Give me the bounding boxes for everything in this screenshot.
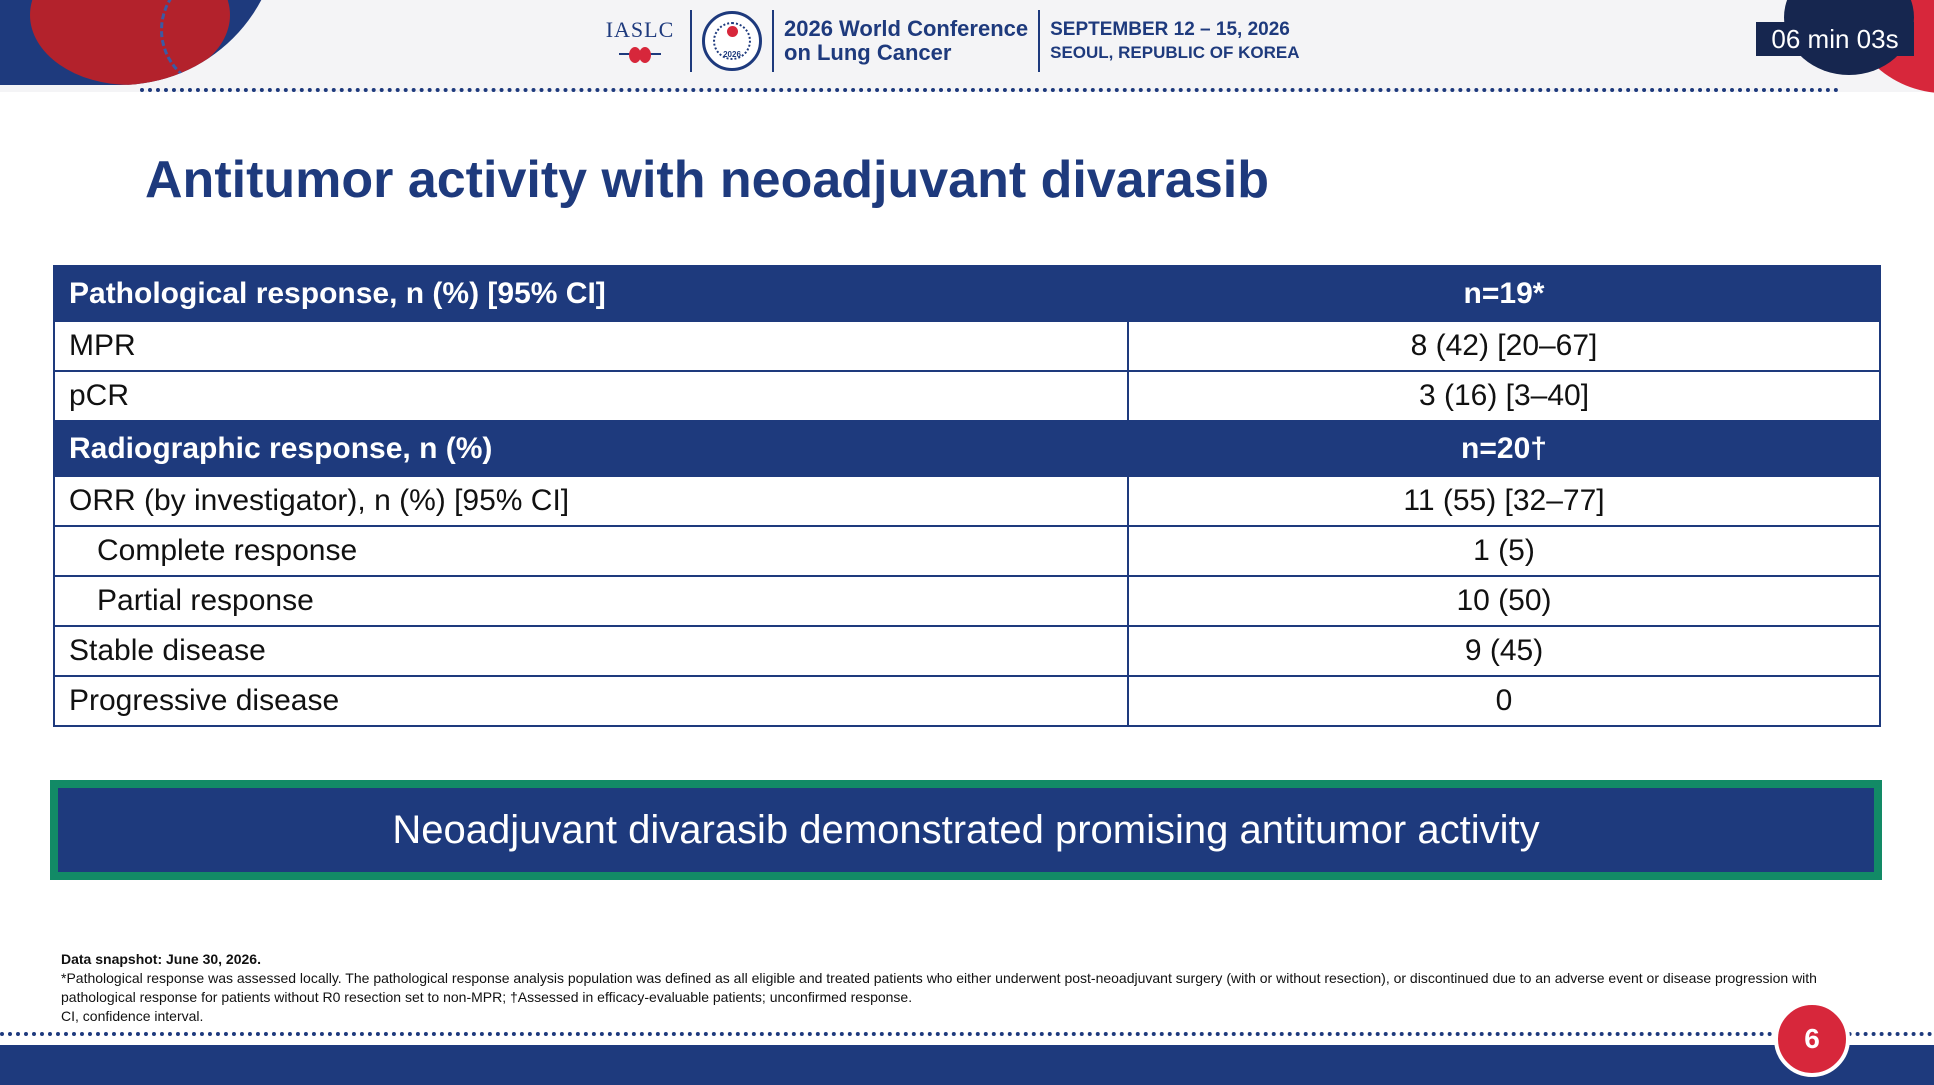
- header-decoration-left: [0, 0, 280, 85]
- conference-date-location: [1050, 18, 1299, 64]
- table-row: [54, 321, 1880, 371]
- page-number-badge: 6: [1774, 1001, 1850, 1077]
- table-row: [54, 626, 1880, 676]
- table-row: [54, 476, 1880, 526]
- row-label: Progressive disease: [54, 676, 1128, 726]
- lungs-icon: [617, 43, 663, 65]
- section-header-value: n=19*: [1128, 266, 1880, 321]
- footer-dotted-divider: [0, 1032, 1934, 1036]
- footer-bar: [0, 1045, 1934, 1085]
- seal-year: 2026: [723, 50, 741, 59]
- row-value: 10 (50): [1128, 576, 1880, 626]
- section-header-label: Radiographic response, n (%): [54, 421, 1128, 476]
- conference-logo-group: [600, 6, 1299, 76]
- row-value: 1 (5): [1128, 526, 1880, 576]
- conference-name: [784, 17, 1028, 65]
- logo-divider: [772, 10, 774, 72]
- conference-name-line2: on Lung Cancer: [784, 40, 952, 65]
- dotted-arc-decoration: [160, 0, 280, 85]
- conference-header: [0, 0, 1934, 92]
- row-label: Partial response: [54, 576, 1128, 626]
- data-snapshot-note: Data snapshot: June 30, 2026.: [61, 951, 261, 967]
- conference-dates: SEPTEMBER 12 – 15, 2026: [1050, 19, 1290, 40]
- presentation-timer: 06 min 03s: [1756, 22, 1914, 56]
- row-label: pCR: [54, 371, 1128, 421]
- row-value: 11 (55) [32–77]: [1128, 476, 1880, 526]
- response-table: [53, 265, 1881, 727]
- row-label: Complete response: [54, 526, 1128, 576]
- row-value: 0: [1128, 676, 1880, 726]
- header-dotted-divider: [140, 88, 1840, 92]
- table-row: [54, 676, 1880, 726]
- iaslc-wordmark: IASLC: [605, 17, 675, 42]
- conference-seal-icon: [702, 11, 762, 71]
- logo-divider: [690, 10, 692, 72]
- row-value: 9 (45): [1128, 626, 1880, 676]
- table-section-header: [54, 421, 1880, 476]
- footnote-pathological: *Pathological response was assessed locally. The pathological response analysis population was defined as all eligible and treated patients who either underwent post-neoadjuvant surgery (with or without resection), or discontinued due to an adverse event or disease progression with pathological response for patients without R0 resection set to non-MPR; †Assessed in efficacy-evaluable patients; unconfirmed response.: [61, 970, 1817, 1005]
- row-label: MPR: [54, 321, 1128, 371]
- table-row: [54, 526, 1880, 576]
- conference-name-line1: 2026 World Conference: [784, 16, 1029, 41]
- footnote-abbreviations: CI, confidence interval.: [61, 1008, 204, 1024]
- conference-location: SEOUL, REPUBLIC OF KOREA: [1050, 43, 1300, 62]
- iaslc-logo: [600, 17, 680, 65]
- section-header-value: n=20†: [1128, 421, 1880, 476]
- table-row: [54, 371, 1880, 421]
- slide-title: Antitumor activity with neoadjuvant divarasib: [145, 151, 1269, 209]
- row-label: ORR (by investigator), n (%) [95% CI]: [54, 476, 1128, 526]
- table-row: [54, 576, 1880, 626]
- row-label: Stable disease: [54, 626, 1128, 676]
- footnotes: [61, 950, 1851, 1026]
- key-takeaway-callout: Neoadjuvant divarasib demonstrated promising antitumor activity: [50, 780, 1882, 880]
- section-header-label: Pathological response, n (%) [95% CI]: [54, 266, 1128, 321]
- logo-divider: [1038, 10, 1040, 72]
- row-value: 3 (16) [3–40]: [1128, 371, 1880, 421]
- table-section-header: [54, 266, 1880, 321]
- row-value: 8 (42) [20–67]: [1128, 321, 1880, 371]
